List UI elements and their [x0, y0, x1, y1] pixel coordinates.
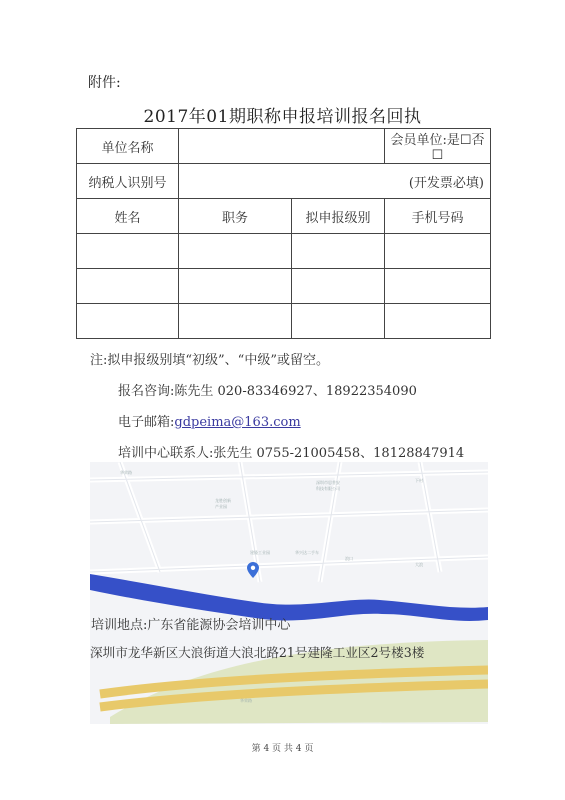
- level-cell[interactable]: [292, 234, 385, 269]
- level-cell[interactable]: [292, 269, 385, 304]
- page-title: 2017年01期职称申报培训报名回执: [143, 107, 422, 127]
- position-cell[interactable]: [179, 304, 292, 339]
- training-location-label: 培训地点:广东省能源协会培训中心: [91, 618, 291, 633]
- col-header-phone: 手机号码: [385, 199, 491, 234]
- position-cell[interactable]: [179, 269, 292, 304]
- col-header-position: 职务: [179, 199, 292, 234]
- map-place-label: 浪口: [345, 556, 353, 561]
- location-map[interactable]: [90, 462, 488, 724]
- location-pin-icon[interactable]: [247, 562, 259, 578]
- unit-name-label: 单位名称: [77, 129, 179, 164]
- map-background: [90, 462, 488, 724]
- map-place-label: 产业园: [215, 504, 227, 509]
- col-header-level: 拟申报级别: [292, 199, 385, 234]
- table-row: [77, 304, 491, 339]
- table-row: [77, 234, 491, 269]
- header-row: [77, 199, 491, 234]
- map-place-label: 华兴达二手车: [295, 550, 319, 555]
- phone-cell[interactable]: [385, 304, 491, 339]
- map-place-label: 华荣路: [120, 470, 132, 475]
- map-place-label: 大浪: [415, 562, 423, 567]
- level-cell[interactable]: [292, 304, 385, 339]
- email-label: 电子邮箱:: [118, 415, 175, 430]
- page-footer: 第 4 页 共 4 页: [251, 744, 314, 754]
- email-link[interactable]: gdpeima@163.com: [174, 415, 301, 430]
- phone-cell[interactable]: [385, 269, 491, 304]
- taxpayer-id-label: 纳税人识别号: [77, 164, 179, 199]
- col-header-name: 姓名: [77, 199, 179, 234]
- registration-form-table: [76, 128, 491, 339]
- invoice-note: (开发票必填): [179, 164, 491, 199]
- email-line: [90, 407, 464, 438]
- member-unit-label: 会员单位:是☐否☐: [385, 129, 491, 164]
- attachment-label: 附件:: [88, 75, 121, 91]
- unit-name-field[interactable]: [179, 129, 385, 164]
- notes-section: [90, 345, 464, 469]
- map-place-label: 科技有限公司: [316, 486, 340, 491]
- unit-row: [77, 129, 491, 164]
- phone-cell[interactable]: [385, 234, 491, 269]
- map-place-label: 深圳市思普安: [316, 480, 340, 485]
- training-address: 深圳市龙华新区大浪街道大浪北路21号建隆工业区2号楼3楼: [90, 645, 425, 660]
- consult-line: 报名咨询:陈先生 020-83346927、18922354090: [118, 384, 417, 399]
- level-note: 注:拟申报级别填“初级”、“中级”或留空。: [90, 353, 329, 368]
- map-place-label: 下村: [415, 478, 423, 483]
- name-cell[interactable]: [77, 234, 179, 269]
- table-row: [77, 269, 491, 304]
- position-cell[interactable]: [179, 234, 292, 269]
- name-cell[interactable]: [77, 269, 179, 304]
- map-place-label: 建隆工业园: [250, 550, 270, 555]
- taxpayer-row: [77, 164, 491, 199]
- map-place-label: 华荣路: [240, 698, 252, 703]
- name-cell[interactable]: [77, 304, 179, 339]
- map-place-label: 龙胜创新: [215, 498, 231, 503]
- center-contact-line: 培训中心联系人:张先生 0755-21005458、18128847914: [118, 446, 465, 461]
